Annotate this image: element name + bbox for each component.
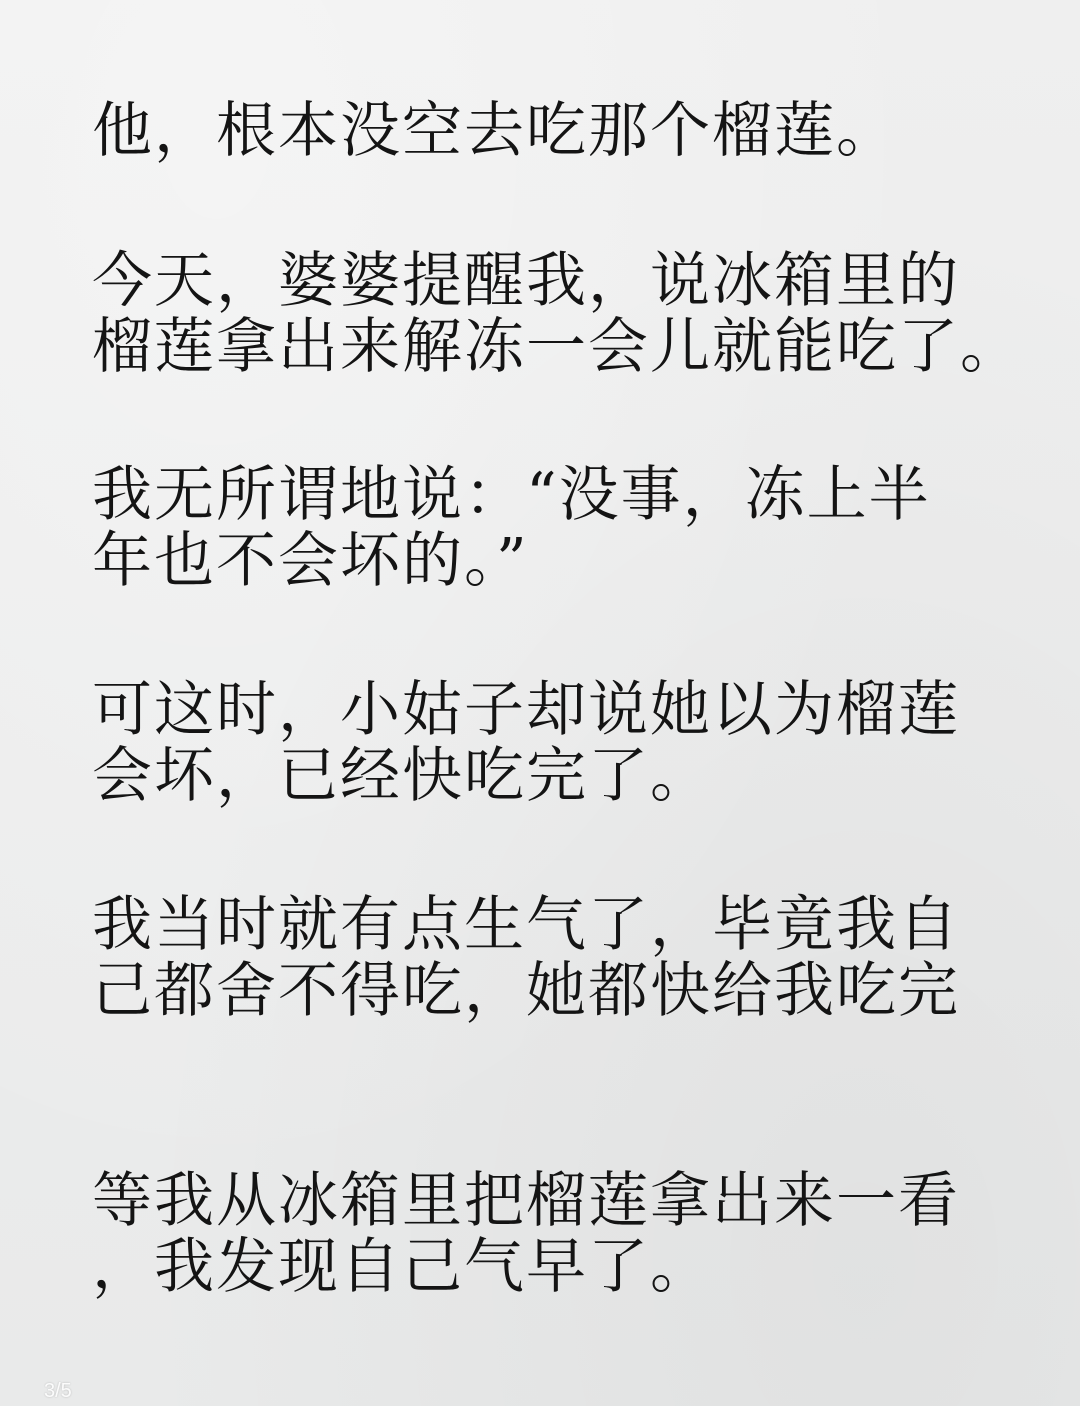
paragraph-5 [92, 892, 992, 1024]
paragraph-6 [92, 1168, 992, 1300]
paragraph-line: 年也不会坏的。” [92, 526, 529, 596]
paragraph-line: 等我从冰箱里把榴莲拿出来一看 [92, 1166, 960, 1236]
paragraph-line: 我无所谓地说：“没事，冻上半 [92, 460, 931, 530]
paragraph-line: 会坏，已经快吃完了。 [92, 741, 712, 811]
paragraph-2 [92, 246, 1022, 382]
paragraph-line: 今天，婆婆提醒我，说冰箱里的 [92, 246, 960, 316]
paragraph-line: 己都舍不得吃，她都快给我吃完 [92, 956, 960, 1026]
paragraph-line: 他，根本没空去吃那个榴莲。 [92, 96, 898, 166]
paragraph-line: 榴莲拿出来解冻一会儿就能吃了。 [92, 312, 1022, 382]
paragraph-3 [92, 462, 992, 594]
paragraph-4 [92, 677, 992, 809]
paragraph-line: 可这时，小姑子却说她以为榴莲 [92, 675, 960, 745]
paragraph-1 [92, 98, 992, 164]
page-indicator: 3/5 [44, 1380, 72, 1402]
paragraph-line: ，我发现自己气早了。 [92, 1232, 712, 1302]
paragraph-line: 我当时就有点生气了，毕竟我自 [92, 890, 960, 960]
